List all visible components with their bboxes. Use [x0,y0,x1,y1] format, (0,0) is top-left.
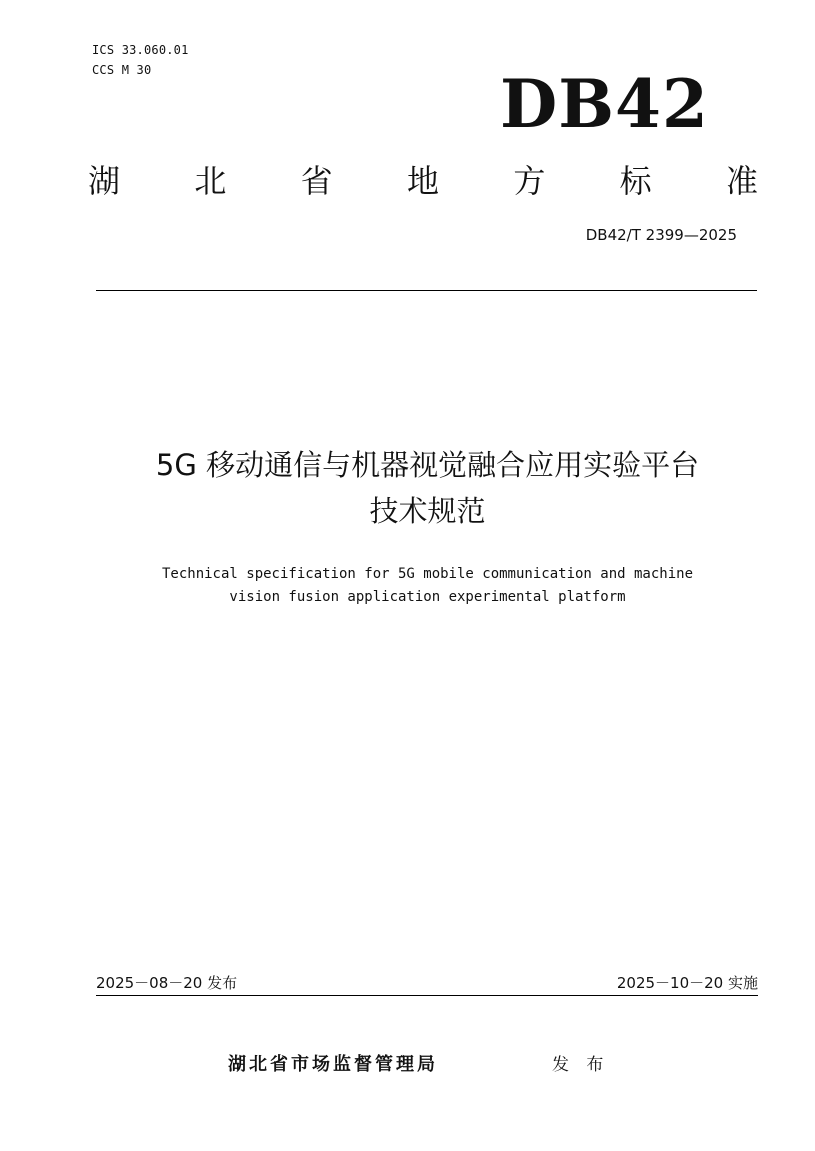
document-title-en [60,563,795,609]
ccs-code: CCS M 30 [92,63,152,77]
top-divider [96,290,757,291]
title-zh-line-2: 技术规范 [369,494,486,528]
standard-type-char: 湖 [88,162,121,200]
standard-type-char: 标 [619,162,652,200]
title-en-line-2: vision fusion application experimental platform [229,589,626,605]
standard-type-char: 准 [725,162,758,200]
standard-type-char: 省 [300,162,333,200]
standard-logo: DB42 [500,65,709,143]
issuing-authority-suffix: 发 布 [552,1055,610,1075]
standard-type-char: 方 [513,162,546,200]
bottom-divider [96,995,758,996]
publish-date: 2025－08－20 发布 [96,974,238,992]
standard-type-char: 地 [406,162,439,200]
effective-date: 2025－10－20 实施 [616,974,758,992]
title-zh-line-1: 5G 移动通信与机器视觉融合应用实验平台 [155,448,700,482]
standard-type-char: 北 [194,162,227,200]
issuing-authority: 湖北省市场监督管理局 [228,1054,438,1075]
classification-codes [92,40,189,80]
standard-type-heading [88,158,758,204]
title-en-line-1: Technical specification for 5G mobile communication and machine [161,566,693,582]
ics-code: ICS 33.060.01 [92,43,189,57]
document-title-zh [60,442,795,534]
standard-number: DB42/T 2399—2025 [585,226,737,244]
